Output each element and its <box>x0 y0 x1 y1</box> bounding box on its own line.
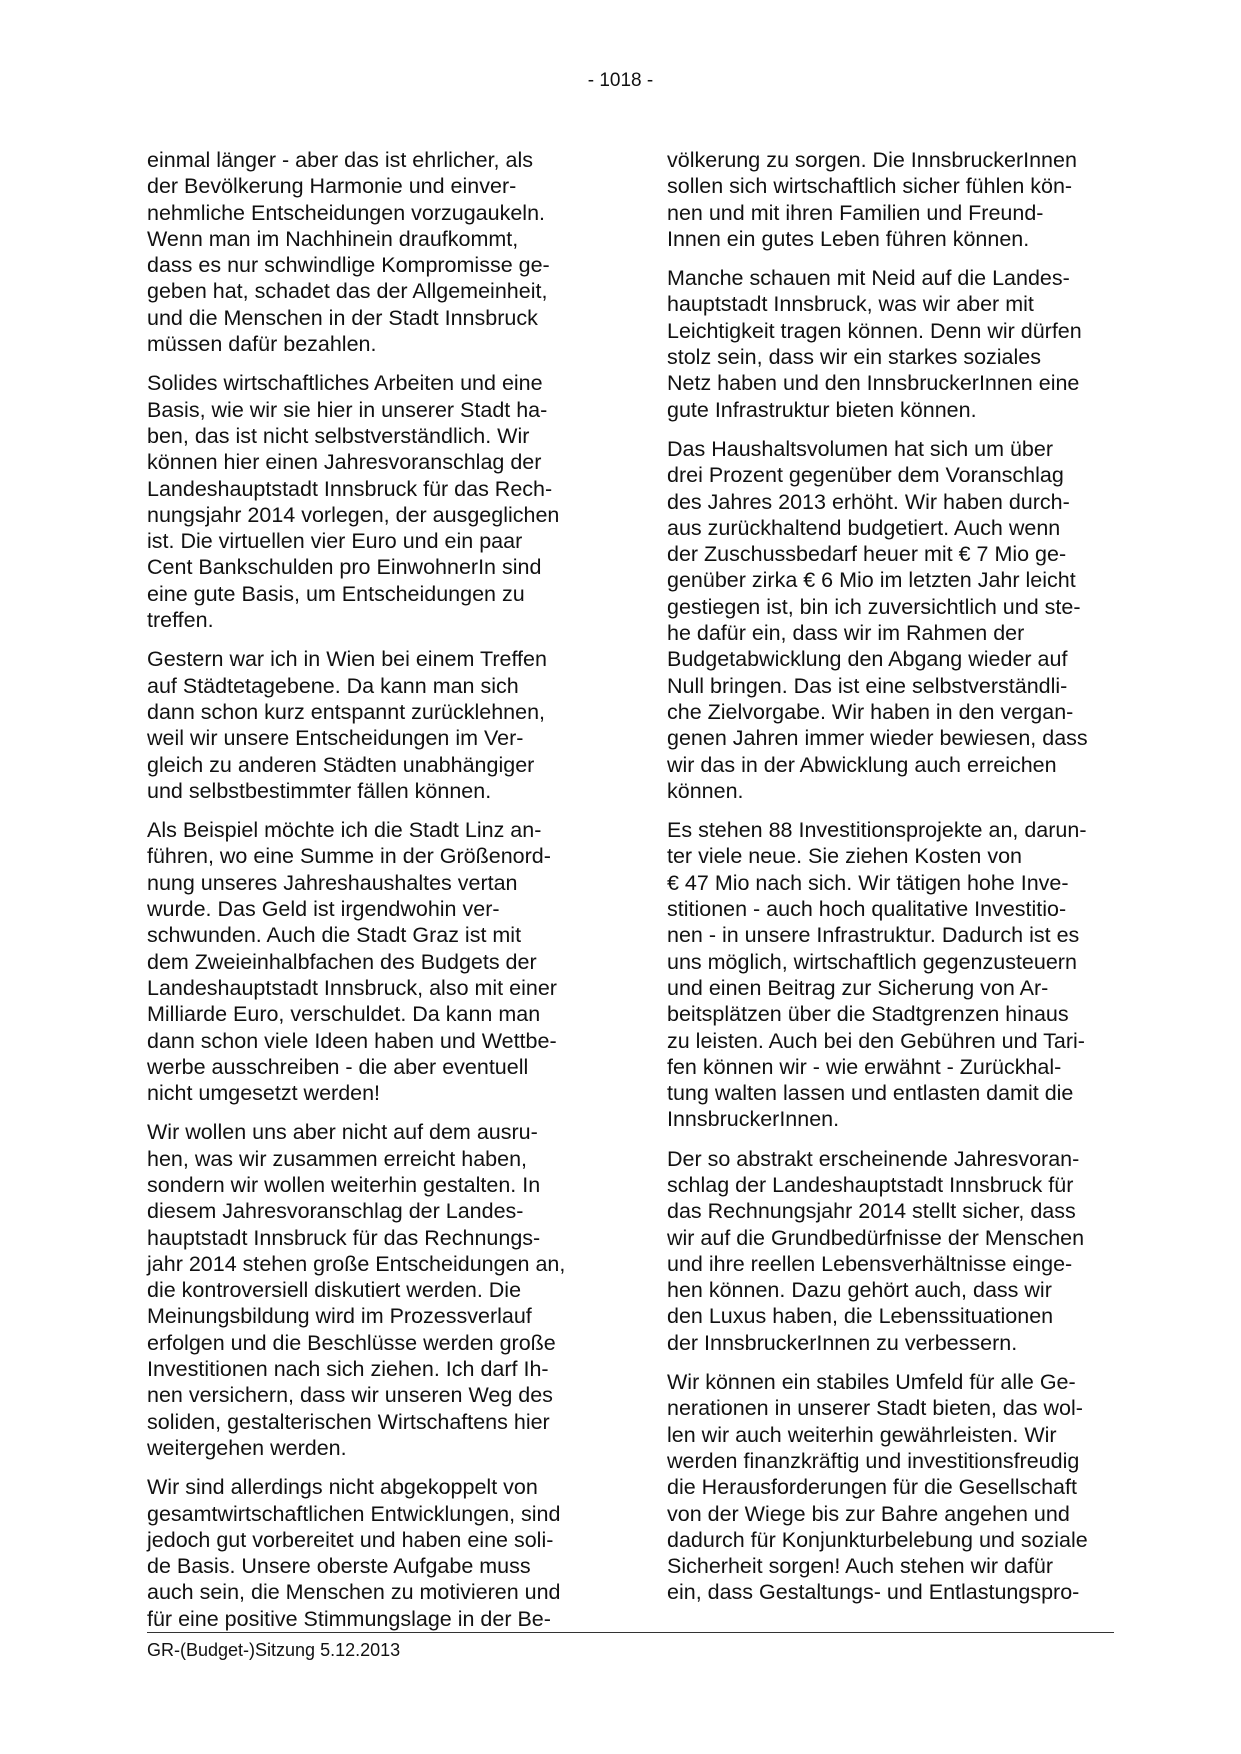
text-line: führen, wo eine Summe in der Größenord- <box>147 844 551 869</box>
text-line: ter viele neue. Sie ziehen Kosten von <box>667 844 1022 869</box>
footer-divider <box>147 1632 1114 1633</box>
text-line: dann schon viele Ideen haben und Wettbe- <box>147 1028 557 1053</box>
text-line: treffen. <box>147 608 214 633</box>
text-line: gute Infrastruktur bieten können. <box>667 397 977 422</box>
paragraph <box>667 436 1117 804</box>
text-line: Der so abstrakt erscheinende Jahresvoran- <box>667 1146 1080 1171</box>
text-line: von der Wiege bis zur Bahre angehen und <box>667 1501 1070 1526</box>
text-line: Wir wollen uns aber nicht auf dem ausru- <box>147 1120 538 1145</box>
text-line: nerationen in unserer Stadt bieten, das wol- <box>667 1396 1083 1421</box>
text-line: beitsplätzen über die Stadtgrenzen hinaus <box>667 1002 1069 1027</box>
paragraph <box>667 1369 1117 1606</box>
text-line: völkerung zu sorgen. Die InnsbruckerInnen <box>667 148 1077 172</box>
text-line: uns möglich, wirtschaftlich gegenzusteuern <box>667 949 1077 974</box>
text-line: werden finanzkräftig und investitionsfreudig <box>667 1448 1080 1473</box>
text-line: che Zielvorgabe. Wir haben in den vergan- <box>667 699 1074 724</box>
text-line: auf Städtetagebene. Da kann man sich <box>147 673 519 698</box>
page-number: - 1018 - <box>587 70 654 91</box>
text-line: sollen sich wirtschaftlich sicher fühlen kön- <box>667 174 1073 199</box>
text-line: Gestern war ich in Wien bei einem Treffen <box>147 647 547 672</box>
text-line: weitergehen werden. <box>147 1435 347 1460</box>
text-line: und die Menschen in der Stadt Innsbruck <box>147 305 538 330</box>
text-line: nen und mit ihren Familien und Freund- <box>667 200 1044 225</box>
text-line: stitionen - auch hoch qualitative Investitio- <box>667 897 1067 922</box>
text-line: erfolgen und die Beschlüsse werden große <box>147 1330 556 1355</box>
text-line: dem Zweieinhalbfachen des Budgets der <box>147 949 537 974</box>
text-line: Landeshauptstadt Innsbruck für das Rech- <box>147 476 553 501</box>
text-line: können hier einen Jahresvoranschlag der <box>147 450 542 475</box>
text-line: der Zuschussbedarf heuer mit € 7 Mio ge- <box>667 542 1067 567</box>
text-line: dann schon kurz entspannt zurücklehnen, <box>147 699 546 724</box>
text-line: Null bringen. Das ist eine selbstverständli- <box>667 673 1068 698</box>
text-line: weil wir unsere Entscheidungen im Ver- <box>147 726 524 751</box>
text-line: auch sein, die Menschen zu motivieren und <box>147 1580 561 1605</box>
text-line: genen Jahren immer wieder bewiesen, dass <box>667 726 1088 751</box>
text-line: Cent Bankschulden pro EinwohnerIn sind <box>147 555 542 580</box>
text-line: tung walten lassen und entlasten damit die <box>667 1081 1074 1106</box>
text-line: und einen Beitrag zur Sicherung von Ar- <box>667 975 1049 1000</box>
text-line: Solides wirtschaftliches Arbeiten und eine <box>147 371 543 396</box>
text-line: Manche schauen mit Neid auf die Landes- <box>667 266 1070 291</box>
text-line: len wir auch weiterhin gewährleisten. Wir <box>667 1422 1057 1447</box>
text-line: Als Beispiel möchte ich die Stadt Linz an- <box>147 818 542 843</box>
text-line: der InnsbruckerInnen zu verbessern. <box>667 1330 1018 1355</box>
text-line: Innen ein gutes Leben führen können. <box>667 226 1030 251</box>
text-line: der Bevölkerung Harmonie und einver- <box>147 174 517 199</box>
text-line: nen versichern, dass wir unseren Weg des <box>147 1383 553 1408</box>
text-line: Netz haben und den InnsbruckerInnen eine <box>667 371 1080 396</box>
text-line: die kontroversiell diskutiert werden. Die <box>147 1278 522 1303</box>
footer-session-label: GR-(Budget-)Sitzung 5.12.2013 <box>147 1640 401 1660</box>
text-line: die Herausforderungen für die Gesellschaft <box>667 1475 1077 1500</box>
text-line: stolz sein, dass wir ein starkes soziales <box>667 345 1042 370</box>
text-line: und ihre reellen Lebensverhältnisse einge- <box>667 1251 1073 1276</box>
text-line: für eine positive Stimmungslage in der Be- <box>147 1606 551 1631</box>
text-line: können. <box>667 778 744 803</box>
text-line: Investitionen nach sich ziehen. Ich darf Ih- <box>147 1357 549 1382</box>
text-line: aus zurückhaltend budgetiert. Auch wenn <box>667 515 1061 540</box>
text-line: diesem Jahresvoranschlag der Landes- <box>147 1199 524 1224</box>
text-line: Landeshauptstadt Innsbruck, also mit einer <box>147 975 557 1000</box>
text-line: Milliarde Euro, verschuldet. Da kann man <box>147 1002 541 1027</box>
paragraph <box>147 1474 597 1632</box>
text-line: fen können wir - wie erwähnt - Zurückhal- <box>667 1054 1062 1079</box>
text-line: das Rechnungsjahr 2014 stellt sicher, dass <box>667 1199 1076 1224</box>
text-line: nen - in unsere Infrastruktur. Dadurch ist es <box>667 923 1080 948</box>
text-line: drei Prozent gegenüber dem Voranschlag <box>667 463 1064 488</box>
text-line: schlag der Landeshauptstadt Innsbruck für <box>667 1172 1074 1197</box>
text-line: Budgetabwicklung den Abgang wieder auf <box>667 647 1068 672</box>
text-line: jedoch gut vorbereitet und haben eine soli- <box>147 1527 554 1552</box>
paragraph <box>147 817 597 1106</box>
text-line: Es stehen 88 Investitionsprojekte an, darun- <box>667 818 1087 843</box>
text-line: InnsbruckerInnen. <box>667 1107 840 1132</box>
text-line: gestiegen ist, bin ich zuversichtlich und ste- <box>667 594 1081 619</box>
paragraph <box>667 265 1117 423</box>
paragraph <box>667 147 1117 252</box>
text-line: nicht umgesetzt werden! <box>147 1081 381 1106</box>
text-line: nehmliche Entscheidungen vorzugaukeln. <box>147 200 546 225</box>
text-line: genüber zirka € 6 Mio im letzten Jahr leicht <box>667 568 1076 593</box>
text-line: Leichtigkeit tragen können. Denn wir dürfen <box>667 318 1082 343</box>
text-line: zu leisten. Auch bei den Gebühren und Tari- <box>667 1028 1085 1053</box>
text-line: sondern wir wollen weiterhin gestalten. In <box>147 1172 541 1197</box>
text-line: schwunden. Auch die Stadt Graz ist mit <box>147 923 522 948</box>
left-column <box>147 147 597 1645</box>
text-line: ein, dass Gestaltungs- und Entlastungspro- <box>667 1580 1080 1605</box>
text-line: werbe ausschreiben - die aber eventuell <box>147 1054 529 1079</box>
paragraph <box>147 147 597 357</box>
text-line: Das Haushaltsvolumen hat sich um über <box>667 436 1053 461</box>
text-line: Wir können ein stabiles Umfeld für alle Ge- <box>667 1370 1076 1395</box>
text-line: geben hat, schadet das der Allgemeinheit, <box>147 279 548 304</box>
text-line: einmal länger - aber das ist ehrlicher, als <box>147 148 533 172</box>
text-line: € 47 Mio nach sich. Wir tätigen hohe Inve- <box>667 870 1069 895</box>
text-line: den Luxus haben, die Lebenssituationen <box>667 1304 1054 1329</box>
text-line: ben, das ist nicht selbstverständlich. Wir <box>147 423 530 448</box>
text-line: dadurch für Konjunkturbelebung und soziale <box>667 1527 1088 1552</box>
text-line: des Jahres 2013 erhöht. Wir haben durch- <box>667 489 1070 514</box>
paragraph <box>147 370 597 633</box>
text-line: gesamtwirtschaftlichen Entwicklungen, sind <box>147 1501 561 1526</box>
text-line: gleich zu anderen Städten unabhängiger <box>147 752 535 777</box>
text-line: jahr 2014 stehen große Entscheidungen an, <box>147 1251 566 1276</box>
text-line: Sicherheit sorgen! Auch stehen wir dafür <box>667 1554 1054 1579</box>
text-line: hauptstadt Innsbruck, was wir aber mit <box>667 292 1034 317</box>
text-line: wir auf die Grundbedürfnisse der Menschen <box>667 1225 1085 1250</box>
paragraph <box>147 1119 597 1461</box>
text-line: Meinungsbildung wird im Prozessverlauf <box>147 1304 532 1329</box>
text-line: Wir sind allerdings nicht abgekoppelt von <box>147 1475 538 1500</box>
text-line: nung unseres Jahreshaushaltes vertan <box>147 870 518 895</box>
text-line: he dafür ein, dass wir im Rahmen der <box>667 621 1025 646</box>
text-line: und selbstbestimmter fällen können. <box>147 778 492 803</box>
text-line: nungsjahr 2014 vorlegen, der ausgeglichen <box>147 502 560 527</box>
text-line: dass es nur schwindlige Kompromisse ge- <box>147 253 550 278</box>
text-line: wir das in der Abwicklung auch erreichen <box>667 752 1057 777</box>
paragraph <box>667 1146 1117 1356</box>
paragraph <box>147 646 597 804</box>
text-line: de Basis. Unsere oberste Aufgabe muss <box>147 1554 531 1579</box>
paragraph <box>667 817 1117 1133</box>
text-line: soliden, gestalterischen Wirtschaftens hier <box>147 1409 550 1434</box>
text-line: müssen dafür bezahlen. <box>147 332 377 357</box>
text-line: eine gute Basis, um Entscheidungen zu <box>147 581 525 606</box>
right-column <box>667 147 1117 1619</box>
text-line: ist. Die virtuellen vier Euro und ein paar <box>147 529 523 554</box>
text-line: Basis, wie wir sie hier in unserer Stadt ha- <box>147 397 548 422</box>
text-line: wurde. Das Geld ist irgendwohin ver- <box>147 897 500 922</box>
text-line: hauptstadt Innsbruck für das Rechnungs- <box>147 1225 541 1250</box>
text-line: hen, was wir zusammen erreicht haben, <box>147 1146 528 1171</box>
text-line: Wenn man im Nachhinein draufkommt, <box>147 226 519 251</box>
text-line: hen können. Dazu gehört auch, dass wir <box>667 1278 1052 1303</box>
